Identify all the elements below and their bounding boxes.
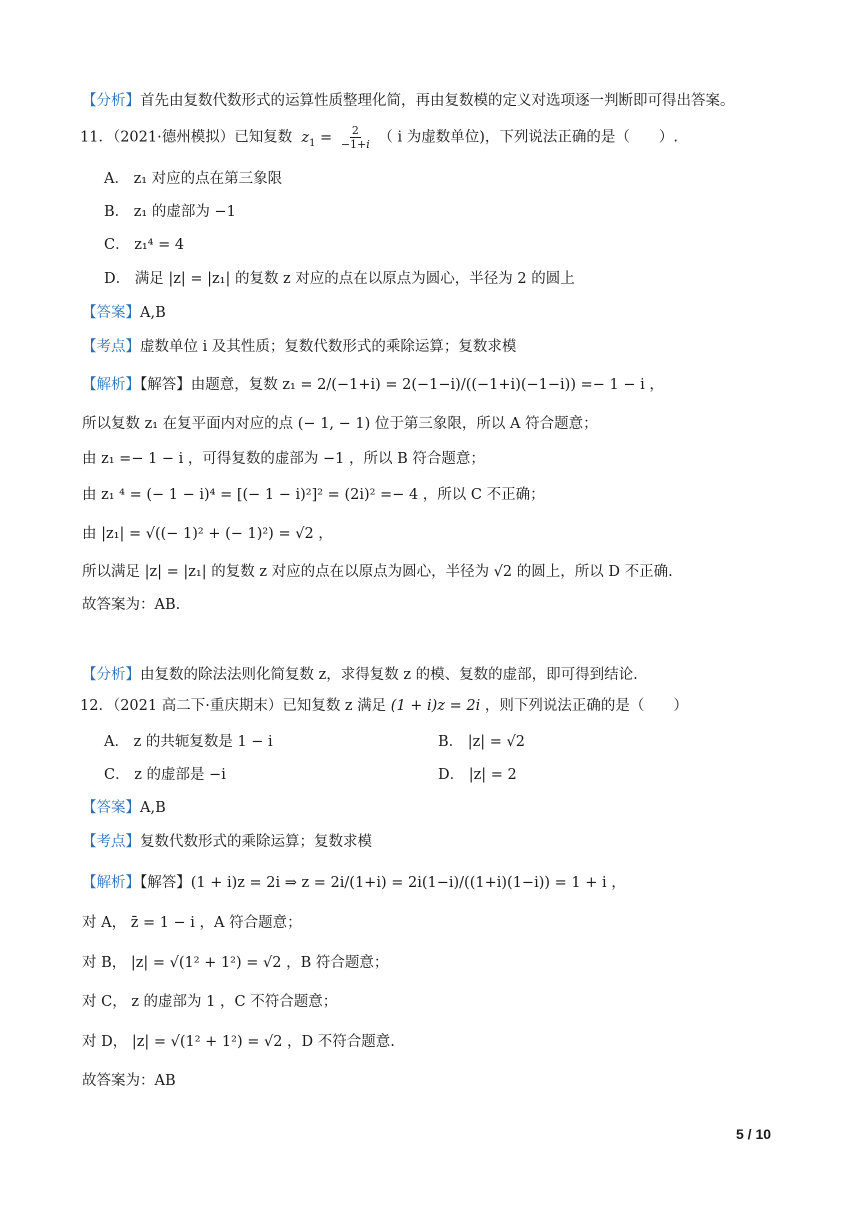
q11-jiexi-line-6: 所以满足 |z| = |z₁| 的复数 z 对应的点在以原点为圆心，半径为 √2 的圆上，所以 D 不正确. — [82, 564, 673, 580]
q11-option-d: D． 满足 |z| = |z₁| 的复数 z 对应的点在以原点为圆心，半径为 2 的圆上 — [104, 271, 575, 287]
q11-stem-equation: $z_1$ = $\frac{2}{-1+i}$ — [301, 124, 370, 151]
q12-jiexi-line-1 — [82, 872, 626, 894]
q12-stem-equation: (1 + i)z = 2i — [390, 698, 481, 714]
q11-conclusion: 故答案为：AB. — [82, 597, 181, 613]
kaodian-text: 虚数单位 i 及其性质；复数代数形式的乘除运算；复数求模 — [140, 339, 517, 355]
analysis-text: 由复数的除法法则化简复数 z，求得复数 z 的模、复数的虚部，即可得到结论. — [140, 667, 638, 683]
jiexi-tag: 【解析】 — [82, 377, 140, 393]
q12-stem — [80, 695, 688, 717]
q12-jiexi-line-3: 对 B， |z| = √(1² + 1²) = √2 ，B 符合题意； — [82, 955, 389, 971]
q12-conclusion: 故答案为：AB — [82, 1073, 176, 1089]
analysis-tag: 【分析】 — [82, 93, 140, 109]
q12-jiexi-line-4: 对 C， z 的虚部为 1 ，C 不符合题意； — [82, 994, 338, 1010]
jiexi-tag: 【解析】 — [82, 875, 140, 891]
q11-kaodian — [82, 336, 516, 358]
q11-option-a: A． z₁ 对应的点在第三象限 — [104, 171, 283, 187]
q11-jiexi-line-5: 由 |z₁| = √((− 1)² + (− 1)²) = √2 ， — [82, 526, 333, 542]
q12-answer — [82, 797, 166, 819]
jiexi-text: (1 + i)z = 2i ⇒ z = 2i/(1+i) = 2i(1−i)/((1+i)(1−i)) = 1 + i ， — [190, 875, 626, 891]
q12-option-a: A． z 的共轭复数是 1 − i — [104, 734, 273, 750]
q11-stem-suffix: （ i 为虚数单位)，下列说法正确的是（ ）. — [378, 129, 679, 146]
q12-jiexi-line-5: 对 D， |z| = √(1² + 1²) = √2 ，D 不符合题意. — [82, 1034, 395, 1050]
kaodian-tag: 【考点】 — [82, 834, 140, 850]
kaodian-tag: 【考点】 — [82, 339, 140, 355]
answer-value: A,B — [140, 800, 166, 816]
q12-option-b: B． |z| = √2 — [438, 734, 526, 750]
q12-kaodian — [82, 831, 372, 853]
answer-tag: 【答案】 — [82, 800, 140, 816]
q12-stem-prefix: 12．（2021 高二下·重庆期末）已知复数 z 满足 — [80, 698, 387, 714]
q12-option-c: C． z 的虚部是 −i — [104, 767, 226, 783]
q11-jiexi-line-1 — [82, 374, 664, 396]
q11-jiexi-line-3: 由 z₁ =− 1 − i ，可得复数的虚部为 −1 ，所以 B 符合题意； — [82, 451, 485, 467]
jiexi-sub-tag: 【解答】 — [140, 377, 191, 393]
kaodian-text: 复数代数形式的乘除运算；复数求模 — [140, 834, 372, 850]
q12-stem-suffix: ，则下列说法正确的是（ ） — [484, 698, 688, 714]
jiexi-text: 由题意，复数 z₁ = 2/(−1+i) = 2(−1−i)/((−1+i)(−1−i)) =− 1 − i ， — [190, 377, 664, 393]
q11-analysis — [82, 90, 735, 112]
q12-option-d: D． |z| = 2 — [438, 767, 517, 783]
q11-option-c: C． z₁⁴ = 4 — [104, 237, 185, 253]
q11-answer — [82, 302, 166, 324]
answer-tag: 【答案】 — [82, 305, 140, 321]
analysis-tag: 【分析】 — [82, 667, 140, 683]
jiexi-sub-tag: 【解答】 — [140, 875, 191, 891]
page-number: 5 / 10 — [736, 1126, 772, 1142]
analysis-text: 首先由复数代数形式的运算性质整理化简，再由复数模的定义对选项逐一判断即可得出答案。 — [140, 93, 735, 109]
q12-jiexi-line-2: 对 A， z̄ = 1 − i ，A 符合题意； — [82, 915, 302, 931]
q11-stem — [80, 124, 678, 154]
q11-jiexi-line-2: 所以复数 z₁ 在复平面内对应的点 (− 1, − 1) 位于第三象限，所以 A 符合题意； — [82, 416, 598, 432]
q11-stem-prefix: 11．（2021·德州模拟）已知复数 — [80, 129, 293, 146]
q12-analysis — [82, 664, 638, 686]
q11-option-b: B． z₁ 的虚部为 −1 — [104, 204, 236, 220]
answer-value: A,B — [140, 305, 166, 321]
q11-jiexi-line-4: 由 z₁ ⁴ = (− 1 − i)⁴ = [(− 1 − i)²]² = (2i)² =− 4 ，所以 C 不正确； — [82, 487, 545, 503]
